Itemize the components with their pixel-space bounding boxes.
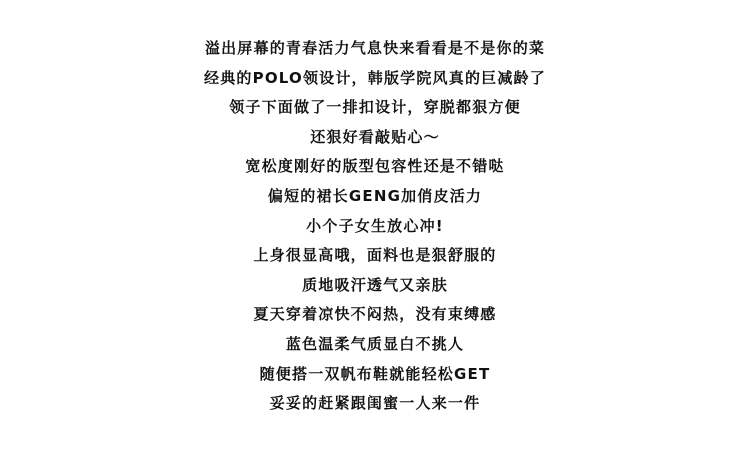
description-line: 经典的POLO领设计，韩版学院风真的巨减龄了 [204, 68, 546, 87]
description-line: 上身很显高哦，面料也是狠舒服的 [253, 246, 497, 265]
description-line: 质地吸汗透气又亲肤 [302, 275, 448, 294]
description-line: 领子下面做了一排扣设计，穿脱都狠方便 [229, 98, 521, 117]
description-line: 小个子女生放心冲! [306, 216, 444, 235]
description-line: 偏短的裙长GENG加俏皮活力 [267, 186, 483, 205]
product-description [0, 34, 750, 419]
description-line: 夏天穿着凉快不闷热，没有束缚感 [253, 305, 497, 324]
description-line: 随便搭一双帆布鞋就能轻松GET [259, 364, 491, 383]
description-line: 还狠好看敲贴心～ [310, 127, 440, 146]
description-line: 溢出屏幕的青春活力气息快来看看是不是你的菜 [204, 39, 546, 57]
description-line: 妥妥的赶紧跟闺蜜一人来一件 [269, 394, 481, 413]
description-line: 宽松度刚好的版型包容性还是不错哒 [245, 157, 505, 176]
description-line: 蓝色温柔气质显白不挑人 [285, 334, 465, 353]
